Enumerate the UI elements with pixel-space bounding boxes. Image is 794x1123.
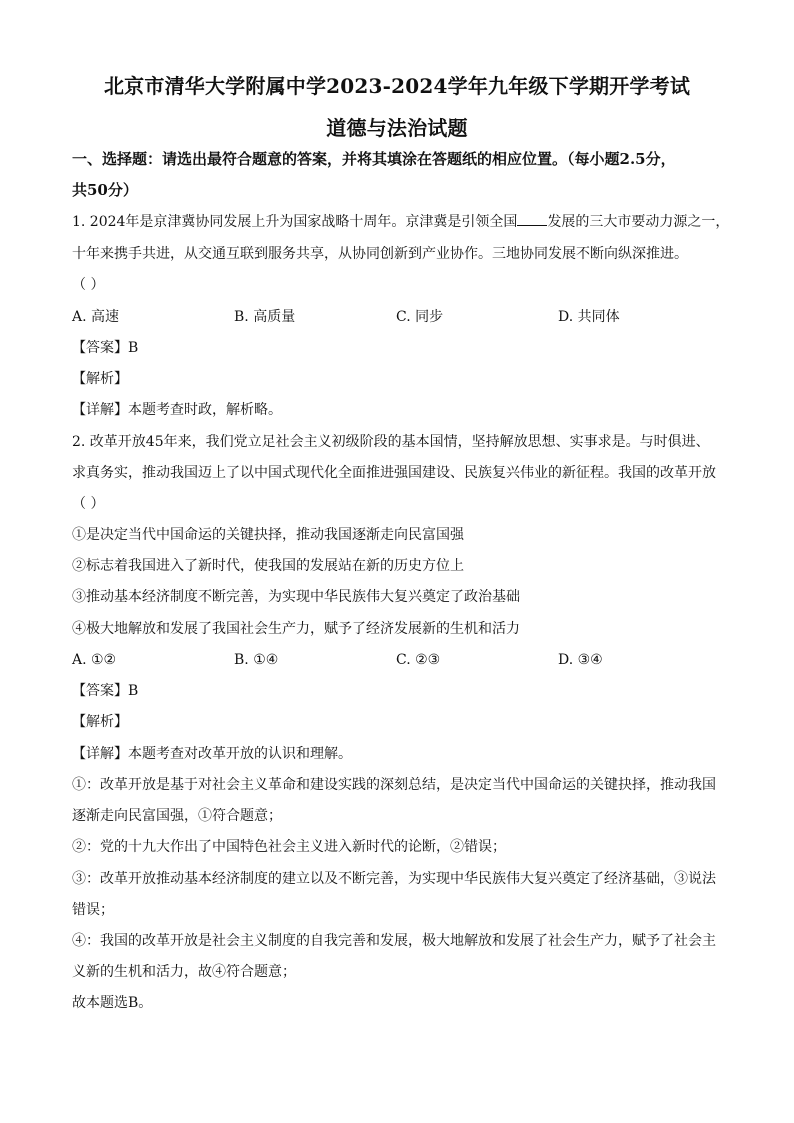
- q2-analysis-label: 【解析】: [72, 714, 128, 730]
- q2-explain-line: ④：我国的改革开放是社会主义制度的自我完善和发展，极大地解放和发展了社会生产力，赋予了社会主: [72, 933, 716, 949]
- q2-option-c: C. ②③: [396, 652, 441, 668]
- q1-stem-line1: [72, 213, 732, 231]
- q1-option-d: D. 共同体: [558, 309, 620, 325]
- q1-answer: 【答案】B: [72, 340, 139, 356]
- q2-statement-4: ④极大地解放和发展了我国社会生产力，赋予了经济发展新的生机和活力: [72, 621, 520, 637]
- q2-conclusion: 故本题选B。: [72, 995, 153, 1011]
- q2-statement-3: ③推动基本经济制度不断完善，为实现中华民族伟大复兴奠定了政治基础: [72, 589, 520, 605]
- q1-answer-blank: [517, 213, 547, 226]
- q2-explain-line: 义新的生机和活力，故④符合题意；: [72, 964, 296, 980]
- q1-option-b: B. 高质量: [234, 309, 296, 325]
- q2-answer: 【答案】B: [72, 683, 139, 699]
- q1-stem-line2: 十年来携手共进，从交通互联到服务共享，从协同创新到产业协作。三地协同发展不断向纵深推进。: [72, 246, 688, 262]
- q2-statement-1: ①是决定当代中国命运的关键抉择，推动我国逐渐走向民富国强: [72, 527, 464, 543]
- q2-explain-line: ①：改革开放是基于对社会主义革命和建设实践的深刻总结，是决定当代中国命运的关键抉择，推动我国: [72, 777, 716, 793]
- q2-detail: 【详解】本题考查对改革开放的认识和理解。: [72, 746, 352, 762]
- q1-option-a: A. 高速: [72, 309, 120, 325]
- q2-explain-line: 错误；: [72, 902, 114, 918]
- q2-parenthesis: （ ）: [72, 496, 105, 512]
- section-heading-line1: 一、选择题：请选出最符合题意的答案，并将其填涂在答题纸的相应位置。（每小题2.5分，: [72, 150, 676, 168]
- q2-statement-2: ②标志着我国进入了新时代，使我国的发展站在新的历史方位上: [72, 558, 464, 574]
- q2-stem-line1: 2. 改革开放45年来，我们党立足社会主义初级阶段的基本国情，坚持解放思想、实事求是。与时俱进、: [72, 434, 710, 450]
- q2-explain-line: ③：改革开放推动基本经济制度的建立以及不断完善，为实现中华民族伟大复兴奠定了经济基础，③说法: [72, 871, 716, 887]
- q2-option-a: A. ①②: [72, 652, 117, 668]
- page-title: 北京市清华大学附属中学2023-2024学年九年级下学期开学考试: [103, 74, 691, 98]
- q1-parenthesis: （ ）: [72, 277, 105, 293]
- q2-option-b: B. ①④: [234, 652, 279, 668]
- q1-option-c: C. 同步: [396, 309, 444, 325]
- q2-explain-line: ②：党的十九大作出了中国特色社会主义进入新时代的论断，②错误；: [72, 839, 506, 855]
- section-heading-line2: 共50分）: [72, 181, 138, 199]
- q2-stem-line2: 求真务实，推动我国迈上了以中国式现代化全面推进强国建设、民族复兴伟业的新征程。我国的改革开放: [72, 465, 716, 481]
- q2-explain-line: 逐渐走向民富国强，①符合题意；: [72, 808, 282, 824]
- q1-stem-part-b: 发展的三大市要动力源之一，: [547, 214, 730, 230]
- page-subtitle: 道德与法治试题: [326, 116, 468, 140]
- q1-detail: 【详解】本题考查时政，解析略。: [72, 402, 282, 418]
- q1-stem-part-a: 1. 2024年是京津冀协同发展上升为国家战略十周年。京津冀是引领全国: [72, 214, 518, 230]
- q2-option-d: D. ③④: [558, 652, 603, 668]
- q1-analysis-label: 【解析】: [72, 371, 128, 387]
